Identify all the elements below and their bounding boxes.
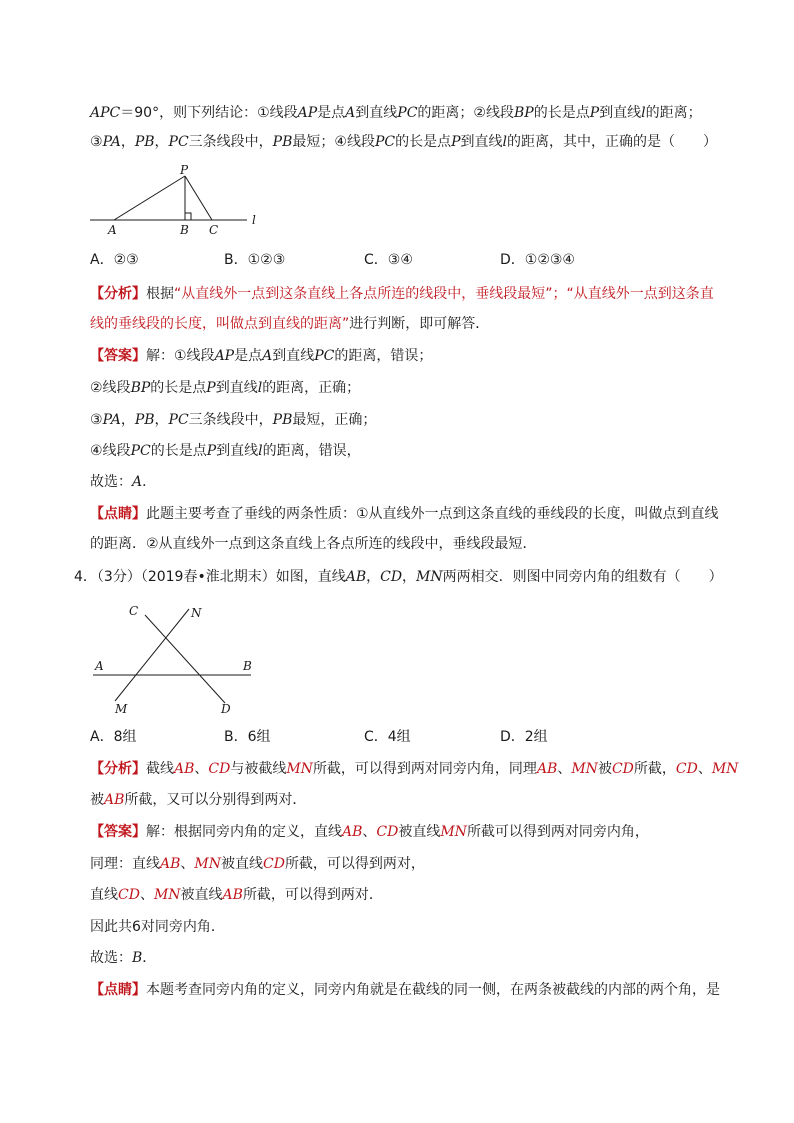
q4-stem: 4．（3分）（2019春•淮北期末）如图，直线AB，CD，MN两两相交．则图中同旁内角的组数有（ ） [74, 569, 723, 585]
q3-option-a[interactable]: A．②③ [90, 252, 139, 268]
label-l: l [252, 213, 256, 227]
label-c: C [129, 604, 139, 618]
q4-analysis-line-2: 被AB所截，又可以分别得到两对． [90, 792, 307, 808]
q3-option-d[interactable]: D．①②③④ [500, 252, 575, 268]
q4-option-c[interactable]: C．4组 [364, 729, 411, 745]
q3-comment-line-2: 的距离．②从直线外一点到这条直线上各点所连的线段中，垂线段最短． [90, 536, 537, 552]
right-angle-mark [185, 213, 191, 220]
q4-answer-line-4: 因此共6对同旁内角． [90, 919, 225, 935]
q4-answer-line-5: 故选：B． [90, 950, 157, 966]
label-a: A [95, 659, 104, 673]
line-cd [145, 615, 225, 703]
q3-answer-line-1: 【答案】解：①线段AP是点A到直线PC的距离，错误； [90, 348, 433, 364]
q3-stem-line-2: ③PA，PB，PC三条线段中，PB最短；④线段PC的长是点P到直线l的距离，其中，正确的是（ ） [90, 134, 717, 150]
q4-answer-line-3: 直线CD、MN被直线AB所截，可以得到两对． [90, 887, 383, 903]
label-n: N [191, 606, 202, 620]
q3-answer-line-2: ②线段BP的长是点P到直线l的距离，正确； [90, 380, 361, 396]
q3-answer-line-4: ④线段PC的长是点P到直线l的距离，错误， [90, 443, 361, 459]
q3-stem-line-1: APC＝90°，则下列结论：①线段AP是点A到直线PC的距离；②线段BP的长是点P到直线l的距离； [90, 105, 702, 121]
q4-answer-line-2: 同理：直线AB、MN被直线CD所截，可以得到两对， [90, 856, 425, 872]
q3-analysis-line-2: 线的垂线段的长度，叫做点到直线的距离”进行判断，即可解答． [90, 316, 490, 332]
segment-pa [114, 176, 185, 220]
label-b: B [243, 659, 252, 673]
label-m: M [115, 702, 128, 716]
label-a: A [108, 223, 117, 237]
q4-option-a[interactable]: A．8组 [90, 729, 137, 745]
label-d: D [221, 702, 231, 716]
q4-comment-line-1: 【点睛】本题考查同旁内角的定义，同旁内角就是在截线的同一侧，在两条被截线的内部的两个角，是 [90, 982, 720, 998]
q3-answer-line-5: 故选：A． [90, 474, 157, 490]
q3-analysis-line-1: 【分析】根据“从直线外一点到这条直线上各点所连的线段中，垂线段最短”；“从直线外一点到这条直 [90, 286, 714, 302]
q4-answer-line-1: 【答案】解：根据同旁内角的定义，直线AB、CD被直线MN所截可以得到两对同旁内角， [90, 824, 649, 840]
label-b: B [180, 223, 189, 237]
q4-figure [85, 595, 275, 720]
q4-analysis-line-1: 【分析】截线AB、CD与被截线MN所截，可以得到两对同旁内角，同理AB、MN被CD所截，CD、MN [90, 761, 739, 777]
q3-option-c[interactable]: C．③④ [364, 252, 413, 268]
q3-answer-line-3: ③PA，PB，PC三条线段中，PB最短，正确； [90, 412, 377, 428]
label-p: P [180, 163, 189, 177]
q4-option-d[interactable]: D．2组 [500, 729, 548, 745]
q3-comment-line-1: 【点睛】此题主要考查了垂线的两条性质：①从直线外一点到这条直线的垂线段的长度，叫做点到直线 [90, 506, 719, 522]
label-c: C [209, 223, 219, 237]
q3-option-b[interactable]: B．①②③ [224, 252, 286, 268]
q3-figure [85, 160, 275, 240]
q4-option-b[interactable]: B．6组 [224, 729, 271, 745]
